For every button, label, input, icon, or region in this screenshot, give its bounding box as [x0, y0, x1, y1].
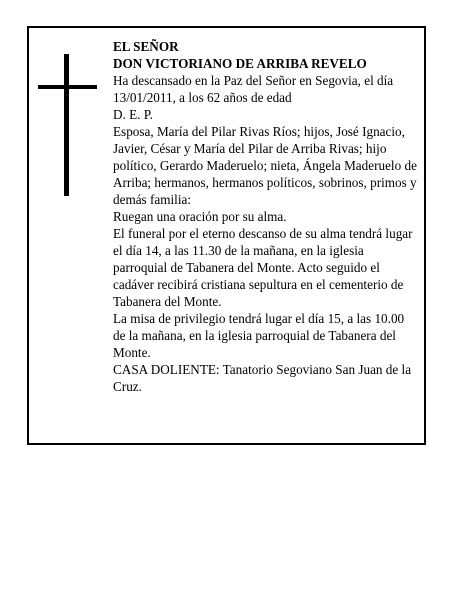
cross-icon	[64, 54, 69, 196]
mass-info: La misa de privilegio tendrá lugar el día 15, a las 10.00 de la mañana, en la iglesia parroquial de Tabanera del Monte.	[113, 311, 405, 360]
mourning-house: CASA DOLIENTE: Tanatorio Segoviano San Juan de la Cruz.	[113, 362, 412, 394]
family-list: Esposa, María del Pilar Rivas Ríos; hijos, José Ignacio, Javier, César y María del Pilar de Arriba Rivas; hijo político, Gerardo Maderuelo; nieta, Ángela Maderuelo de Arriba; hermanos, hermanos políticos, sobrinos, primos y demás familia:	[113, 124, 417, 207]
obituary-text	[113, 38, 419, 395]
funeral-info: El funeral por el eterno descanso de su alma tendrá lugar el día 14, a las 11.30 de la mañana, en la iglesia parroquial de Tabanera del Monte. Acto seguido el cadáver recibirá cristiana sepultura en el cementerio de Tabanera del Monte.	[113, 226, 413, 309]
rip-line: D. E. P.	[113, 107, 153, 122]
death-statement: Ha descansado en la Paz del Señor en Segovia, el día 13/01/2011, a los 62 años de edad	[113, 73, 394, 105]
prayer-request: Ruegan una oración por su alma.	[113, 209, 287, 224]
deceased-name: DON VICTORIANO DE ARRIBA REVELO	[113, 56, 367, 71]
cross-icon-bar	[38, 85, 97, 89]
deceased-title: EL SEÑOR	[113, 39, 179, 54]
